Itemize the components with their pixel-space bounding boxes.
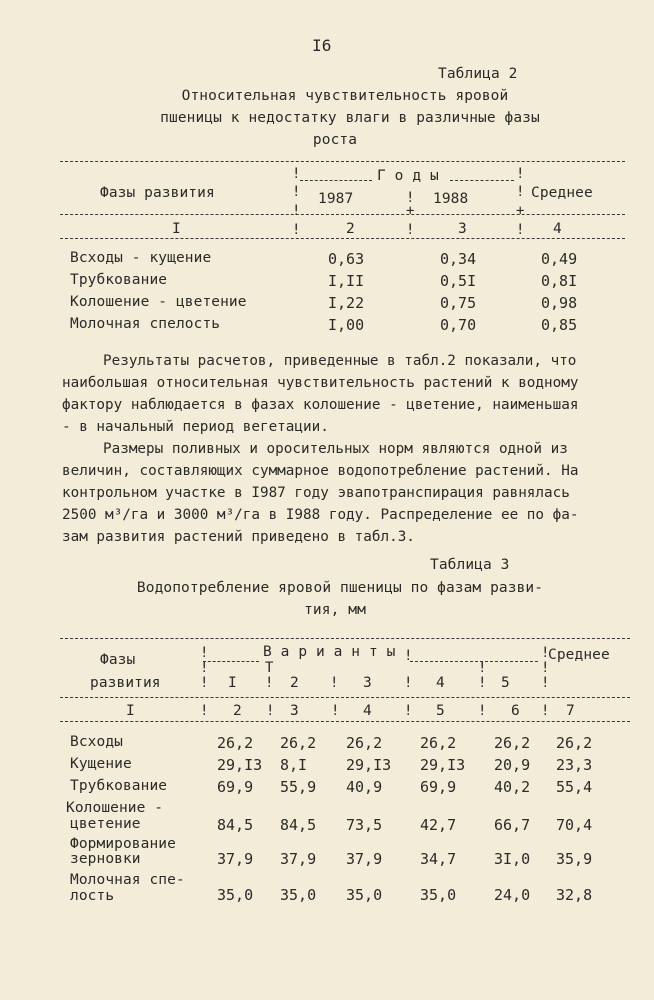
column-number: I [172,221,181,237]
separator-mark: ! [200,703,209,719]
separator-mark: ! [541,675,550,691]
separator-mark: + [516,203,525,219]
separator-mark: ! [516,166,525,182]
table-row-phase: Всходы [70,734,123,750]
header-average: Среднее [531,185,593,201]
table-3-title-line: Водопотребление яровой пшеницы по фазам разви- [136,580,544,596]
table-cell: 26,2 [346,734,383,752]
table-cell: 35,0 [280,886,317,904]
table-cell: 32,8 [556,886,593,904]
column-number: 2 [233,703,242,719]
page-number: I6 [312,36,332,55]
separator-mark: ! [404,703,413,719]
table-rule [60,214,625,215]
variants-rule-left [203,661,259,662]
table-cell: 0,34 [440,250,477,268]
table-cell: 20,9 [494,756,531,774]
table-row-phase: Всходы - кущение [70,250,212,266]
table-2-title-line: Относительная чувствительность яровой [181,88,509,104]
table-cell: 0,70 [440,316,477,334]
separator-mark: ! [292,203,301,219]
column-number: 6 [511,703,520,719]
header-phase-line2: развития [90,675,161,691]
header-year-1988: 1988 [433,191,469,207]
table-row-phase: Кущение [70,756,132,772]
separator-mark: ! [406,222,415,238]
table-row-phase: зерновки [70,851,141,867]
table-row-phase: цветение [70,816,141,832]
separator-mark: ! [200,645,209,661]
table-cell: 24,0 [494,886,531,904]
table-row-phase: Формирование [70,836,176,852]
table-cell: 34,7 [420,850,457,868]
table-cell: 0,85 [541,316,578,334]
separator-mark: ! [516,222,525,238]
table-cell: 23,3 [556,756,593,774]
paragraph-line: Результаты расчетов, приведенные в табл.2 показали, что [103,353,577,369]
table-cell: 0,75 [440,294,477,312]
table-cell: 35,0 [420,886,457,904]
table-cell: 3I,0 [494,850,531,868]
table-cell: 37,9 [346,850,383,868]
separator-mark: ! [478,675,487,691]
years-rule-left [300,180,372,181]
table-cell: 73,5 [346,816,383,834]
table-cell: 40,9 [346,778,383,796]
table-cell: 26,2 [556,734,593,752]
column-number: 4 [363,703,372,719]
table-3-title-line: тия, мм [304,602,366,618]
separator-mark: ! [541,703,550,719]
table-cell: 84,5 [217,816,254,834]
table-cell: 26,2 [280,734,317,752]
column-number: I [126,703,135,719]
table-cell: 8,I [280,756,308,774]
separator-mark: ! [292,184,301,200]
column-number: 3 [290,703,299,719]
table-cell: 35,0 [346,886,383,904]
separator-mark: ! [331,703,340,719]
table-cell: 26,2 [217,734,254,752]
separator-mark: ! [478,703,487,719]
table-row-phase: Колошение - цветение [70,294,247,310]
table-cell: 29,I3 [217,756,263,774]
table-cell: 35,0 [217,886,254,904]
table-rule [60,697,630,698]
column-number: 5 [436,703,445,719]
table-cell: 37,9 [280,850,317,868]
table-cell: 0,63 [328,250,365,268]
separator-mark: ! [200,675,209,691]
table-rule [60,721,630,722]
separator-mark: ! [266,703,275,719]
table-cell: 0,5I [440,272,477,290]
table-row-phase: Трубкование [70,778,168,794]
column-number: 7 [566,703,575,719]
separator-mark: ! [541,645,550,661]
table-cell: 26,2 [494,734,531,752]
table-cell: 29,I3 [346,756,392,774]
separator-mark: ! [265,675,274,691]
column-number: 4 [553,221,562,237]
table-row-phase: Молочная спе- [70,872,185,888]
separator-mark: ! [292,166,301,182]
paragraph-line: - в начальный период вегетации. [62,419,329,435]
table-3-label: Таблица 3 [430,557,510,573]
table-2-label: Таблица 2 [438,66,518,82]
separator-mark: T [265,660,274,676]
variant-number: 5 [501,675,510,691]
paragraph-line: 2500 м³/га и 3000 м³/га в I988 году. Распределение ее по фа- [62,507,579,523]
separator-mark: ! [330,675,339,691]
variant-number: 3 [363,675,372,691]
table-cell: I,II [328,272,365,290]
column-number: 2 [346,221,355,237]
separator-mark: ! [406,190,415,206]
header-variants: В а р и а н т ы [263,644,396,660]
variants-rule-right [410,661,538,662]
table-cell: 55,4 [556,778,593,796]
paragraph-line: контрольном участке в I987 году эвапотранспирация равнялась [62,485,570,501]
table-cell: 29,I3 [420,756,466,774]
separator-mark: ! [404,675,413,691]
table-cell: 66,7 [494,816,531,834]
header-average: Среднее [548,647,610,663]
variant-number: 2 [290,675,299,691]
separator-mark: + [406,203,415,219]
table-row-phase: Колошение - [66,800,164,816]
paragraph-line: величин, составляющих суммарное водопотребление растений. На [62,463,579,479]
table-cell: 0,49 [541,250,578,268]
table-rule [60,238,625,239]
table-cell: 84,5 [280,816,317,834]
table-rule [60,638,630,639]
table-row-phase: лость [70,888,115,904]
paragraph-line: зам развития растений приведено в табл.3. [62,529,415,545]
separator-mark: ! [404,648,413,664]
table-cell: 70,4 [556,816,593,834]
header-year-1987: 1987 [318,191,354,207]
separator-mark: ! [200,660,209,676]
table-2-title-line: роста [312,132,358,148]
table-cell: 0,8I [541,272,578,290]
variant-number: 4 [436,675,445,691]
table-cell: 37,9 [217,850,254,868]
header-phase: Фазы развития [100,185,215,201]
table-cell: 35,9 [556,850,593,868]
table-row-phase: Трубкование [70,272,168,288]
table-rule [60,161,625,162]
paragraph-line: Размеры поливных и оросительных норм являются одной из [103,441,568,457]
table-cell: I,22 [328,294,365,312]
column-number: 3 [458,221,467,237]
separator-mark: ! [541,660,550,676]
variant-number: I [228,675,237,691]
table-2-title-line: пшеницы к недостатку влаги в различные фазы [160,110,540,126]
table-cell: 69,9 [420,778,457,796]
header-phase-line1: Фазы [100,652,136,668]
separator-mark: ! [478,660,487,676]
years-rule-right [450,180,514,181]
header-years: Г о д ы [377,168,439,184]
separator-mark: ! [516,184,525,200]
paragraph-line: фактору наблюдается в фазах колошение - цветение, наименьшая [62,397,579,413]
table-cell: 42,7 [420,816,457,834]
table-cell: 55,9 [280,778,317,796]
paragraph-line: наибольшая относительная чувствительность растений к водному [62,375,579,391]
table-cell: 26,2 [420,734,457,752]
table-cell: I,00 [328,316,365,334]
separator-mark: ! [292,222,301,238]
table-cell: 0,98 [541,294,578,312]
table-row-phase: Молочная спелость [70,316,221,332]
table-cell: 69,9 [217,778,254,796]
table-cell: 40,2 [494,778,531,796]
